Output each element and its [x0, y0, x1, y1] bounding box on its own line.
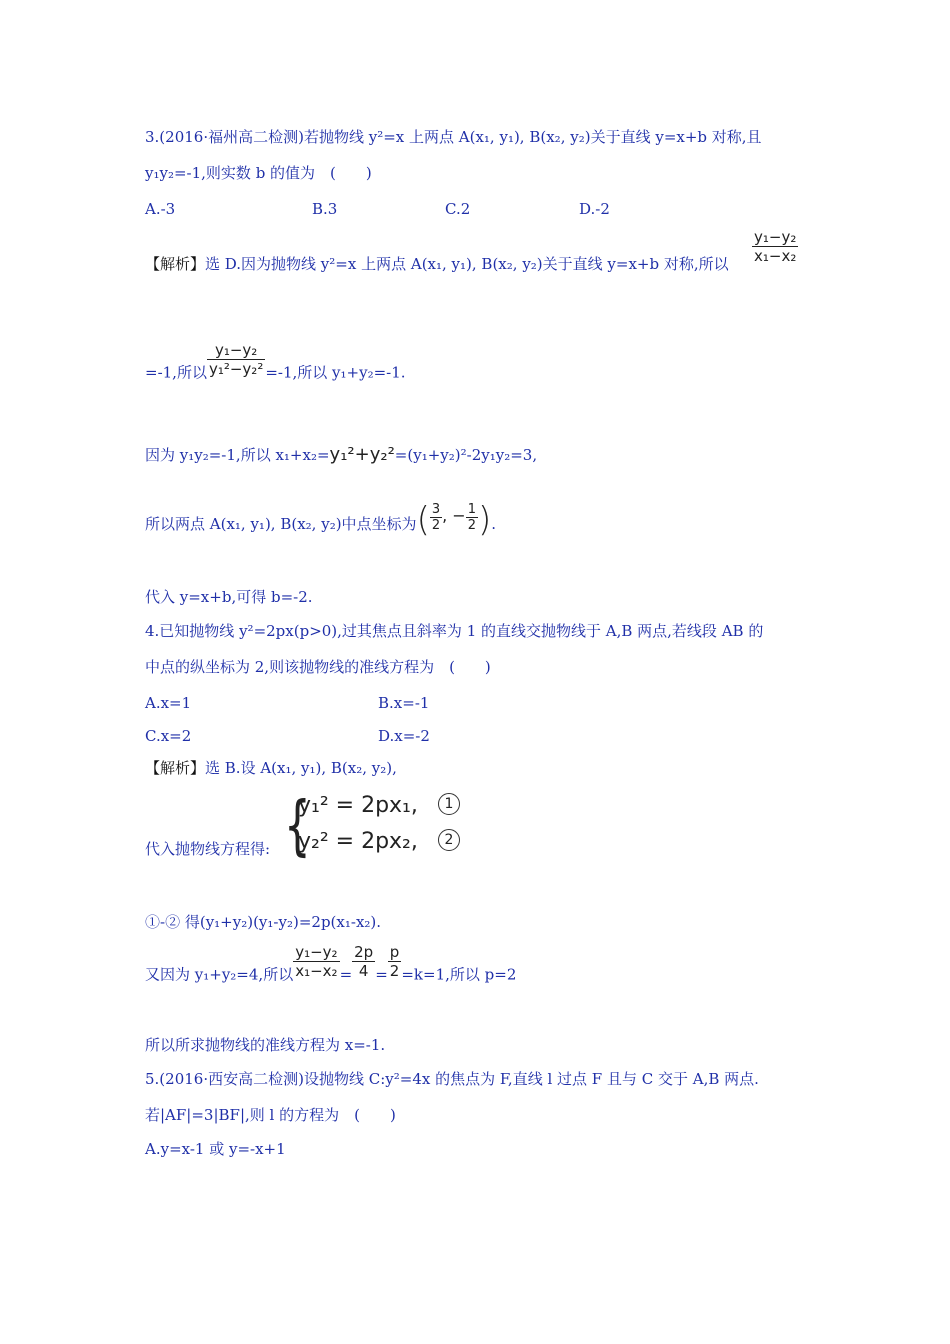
q3-solution-text3b: =(y₁+y₂)²-2y₁y₂=3,	[394, 446, 538, 464]
q3-midpoint-x-num: 3	[431, 501, 441, 517]
q3-midpoint-y-num: 1	[467, 501, 476, 517]
q4-stem-line2: 中点的纵坐标为 2,则该抛物线的准线方程为 ( )	[145, 658, 491, 676]
q3-stem-line1: 3.(2016·福州高二检测)若抛物线 y²=x 上两点 A(x₁, y₁), B(x₂, y₂)关于直线 y=x+b 对称,且	[145, 128, 762, 146]
q3-midpoint-y	[466, 502, 478, 533]
q3-fraction-slope-num: y₁−y₂	[754, 228, 797, 246]
q3-stem-line2: y₁y₂=-1,则实数 b 的值为 ( )	[145, 164, 372, 182]
q3-solution-line5: 代入 y=x+b,可得 b=-2.	[145, 588, 313, 606]
q3-fraction-slope-den: x₁−x₂	[754, 247, 797, 265]
q4-system-mark1: 1	[438, 793, 460, 815]
q4-solution-line3: ①-② 得(y₁+y₂)(y₁-y₂)=2p(x₁-x₂).	[145, 913, 382, 931]
q3-solution-text2b: =-1,所以 y₁+y₂=-1.	[265, 363, 406, 382]
q3-midpoint-comma: ,	[442, 506, 453, 525]
q4-fraction-2p	[352, 943, 375, 980]
q4-system-eq1: y₁² = 2px₁,	[298, 793, 418, 818]
q3-option-b: B.3	[312, 200, 338, 218]
q5-option-a: A.y=x-1 或 y=-x+1	[145, 1140, 286, 1158]
q5-stem-line2: 若|AF|=3|BF|,则 l 的方程为 ( )	[145, 1106, 396, 1124]
q4-solution-text1: 选 B.设 A(x₁, y₁), B(x₂, y₂),	[205, 759, 397, 777]
q4-equation-system	[284, 787, 484, 867]
q4-system-mark2: 2	[438, 829, 460, 851]
q3-solution-line3	[145, 446, 537, 464]
q3-solution-text4b: .	[491, 515, 497, 533]
q3-midpoint-sign: −	[452, 506, 466, 525]
q3-solution-text4a: 所以两点 A(x₁, y₁), B(x₂, y₂)中点坐标为	[145, 515, 417, 533]
q3-right-paren: )	[477, 500, 492, 540]
q4-fraction-p-den: 2	[389, 962, 400, 980]
q3-solution-text2a: =-1,所以	[145, 363, 207, 382]
q4-solution-text4b: =k=1,所以 p=2	[401, 965, 517, 984]
q3-option-a: A.-3	[145, 200, 176, 218]
q3-midpoint-y-den: 2	[467, 517, 476, 533]
q4-solution-line5: 所以所求抛物线的准线方程为 x=-1.	[145, 1036, 386, 1054]
q4-option-d: D.x=-2	[378, 727, 430, 745]
q3-left-paren: (	[416, 500, 430, 540]
q4-fraction-2p-den: 4	[358, 962, 369, 980]
q3-fraction-sum-num: y₁−y₂	[207, 341, 265, 360]
q4-solution-text4a: 又因为 y₁+y₂=4,所以	[145, 965, 294, 984]
q4-fraction-slope	[293, 943, 339, 980]
q3-option-c: C.2	[445, 200, 471, 218]
q4-solution-line2: 代入抛物线方程得:	[145, 840, 271, 858]
q3-solution-line2	[145, 341, 406, 383]
q4-fraction-p-num: p	[388, 943, 402, 962]
q4-option-a: A.x=1	[145, 694, 192, 712]
q3-solution-text1: 选 D.因为抛物线 y²=x 上两点 A(x₁, y₁), B(x₂, y₂)关于直线 y=x+b 对称,所以	[205, 255, 729, 273]
q4-option-c: C.x=2	[145, 727, 192, 745]
q3-solution-tag: 【解析】	[145, 255, 206, 273]
q4-system-eq2: y₂² = 2px₂,	[298, 829, 418, 854]
q4-system-brace: {	[284, 786, 311, 863]
q3-fraction-sum	[207, 341, 265, 378]
q4-solution-line4	[145, 943, 516, 985]
q3-solution-text3a: 因为 y₁y₂=-1,所以 x₁+x₂=	[145, 446, 330, 464]
q4-equals-2: =	[375, 965, 388, 984]
q4-fraction-2p-num: 2p	[354, 943, 374, 961]
q4-option-b: B.x=-1	[378, 694, 430, 712]
q4-equals-1: =	[339, 965, 353, 984]
q4-fraction-p	[388, 943, 402, 980]
q4-solution-tag: 【解析】	[145, 759, 206, 777]
q3-solution-line1	[145, 257, 729, 272]
q4-stem-line1: 4.已知抛物线 y²=2px(p>0),过其焦点且斜率为 1 的直线交抛物线于 A,B 两点,若线段 AB 的	[145, 622, 764, 640]
q4-fraction-slope-den: x₁−x₂	[295, 962, 338, 980]
q3-midpoint-x	[430, 502, 442, 533]
q3-fraction-sum-den: y₁²−y₂²	[208, 360, 264, 378]
q3-sum-of-squares: y₁²+y₂²	[329, 444, 395, 465]
q3-fraction-slope	[752, 228, 798, 265]
q4-fraction-slope-num: y₁−y₂	[295, 943, 338, 961]
q4-solution-line1	[145, 761, 397, 776]
q5-stem-line1: 5.(2016·西安高二检测)设抛物线 C:y²=4x 的焦点为 F,直线 l 过点 F 且与 C 交于 A,B 两点.	[145, 1070, 759, 1088]
q3-solution-line4	[145, 500, 496, 540]
q3-option-d: D.-2	[579, 200, 610, 218]
q3-midpoint-x-den: 2	[431, 517, 441, 533]
